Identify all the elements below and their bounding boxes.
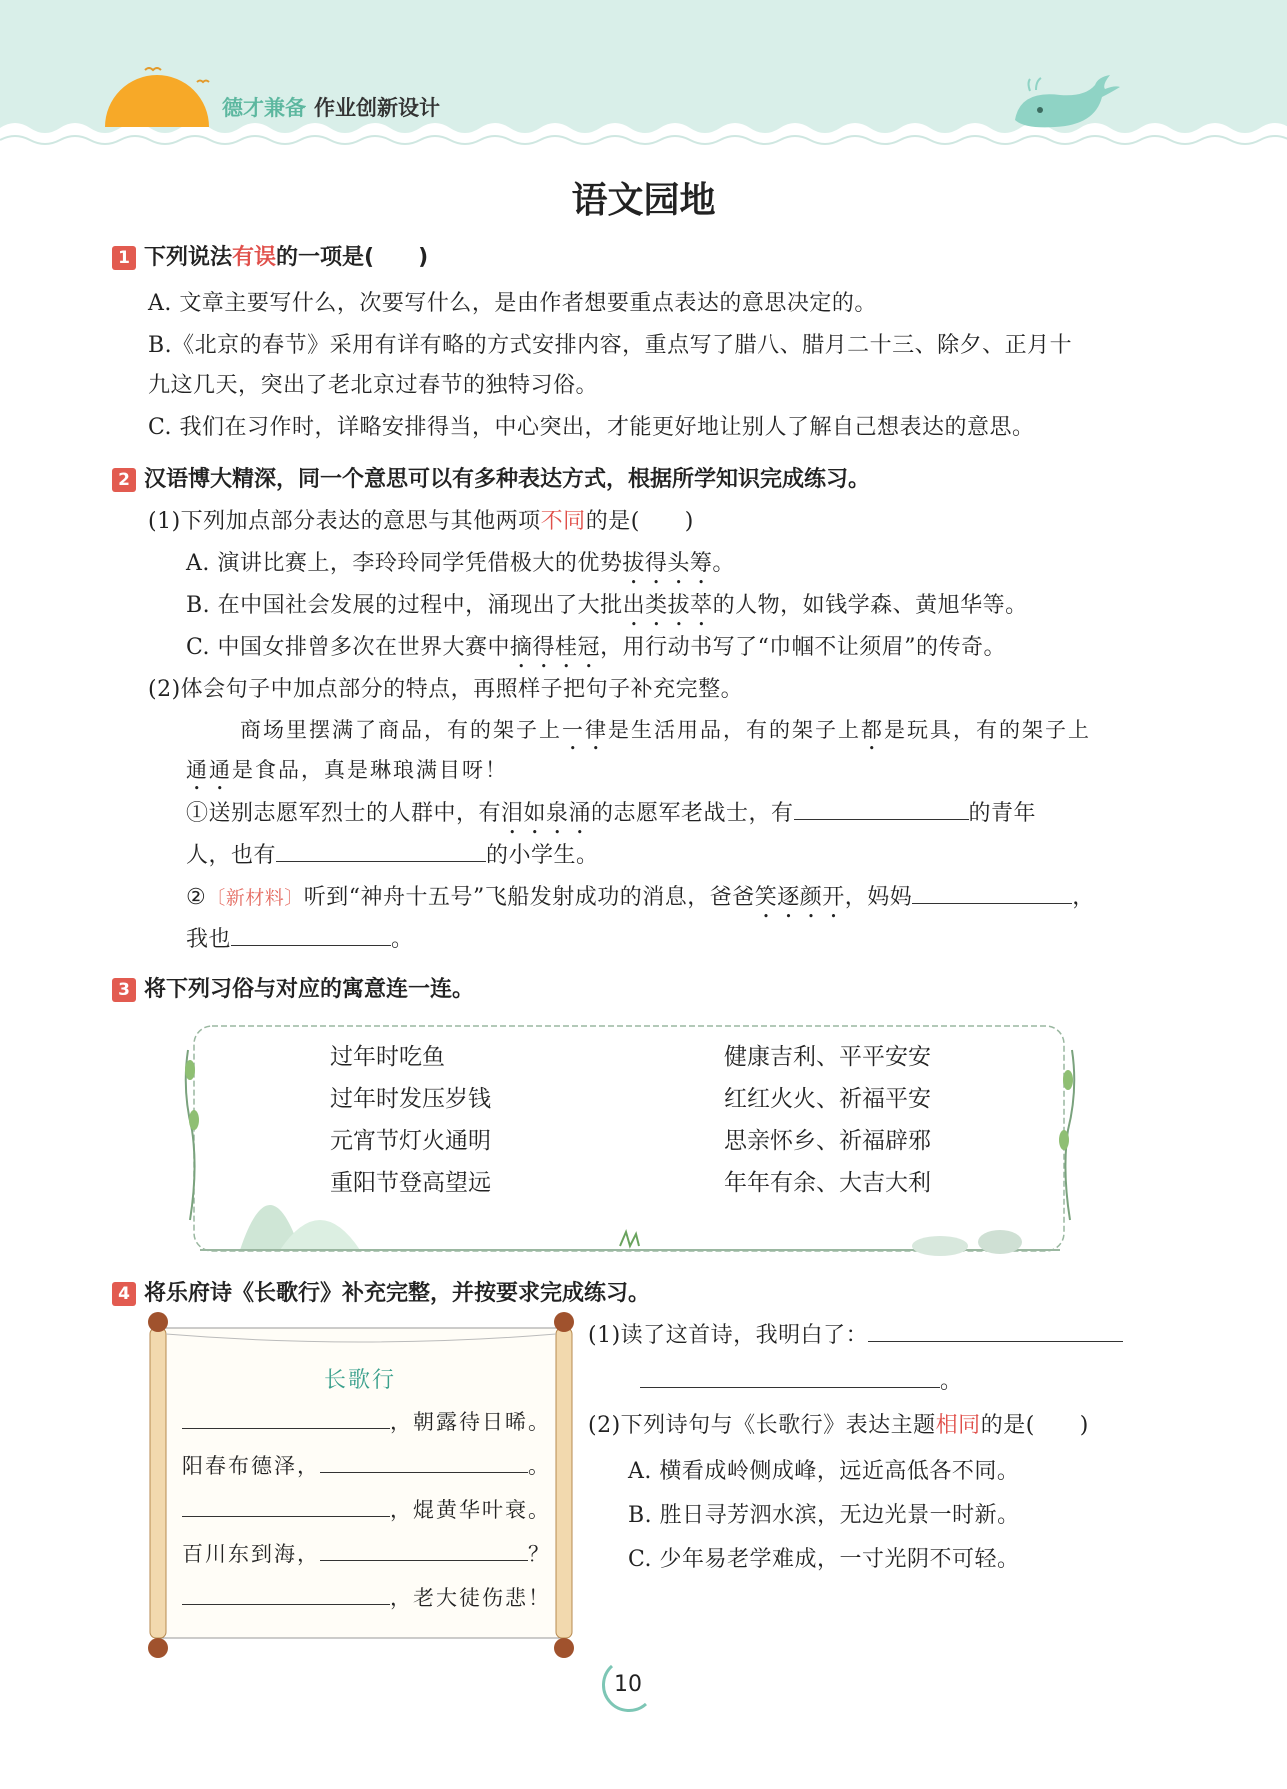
matching-frame <box>180 1010 1080 1260</box>
question-3-stem <box>112 972 474 1003</box>
customs-left-column <box>330 1036 491 1204</box>
q4-option-a: A. 横看成岭侧成峰，远近高低各不同。 <box>628 1459 1020 1484</box>
q4-part1-cont <box>640 1364 963 1395</box>
q2-option-c <box>186 630 1006 673</box>
sentence-text: 的小学生。 <box>486 843 599 868</box>
sentence-text: 的青年 <box>968 801 1037 826</box>
option-text: 。 <box>712 551 735 576</box>
fill-blank[interactable] <box>231 925 391 946</box>
poem-text: 阳春布德泽， <box>182 1454 320 1478</box>
question-1-stem <box>112 240 428 271</box>
poem-text: ？ <box>528 1542 551 1566</box>
fill-blank[interactable] <box>640 1367 940 1388</box>
brand-green: 德才兼备 <box>222 96 306 120</box>
sentence-text: 的志愿军老战士，有 <box>591 801 794 826</box>
q4-stem-text: 将乐府诗《长歌行》补充完整，并按要求完成练习。 <box>144 1281 651 1306</box>
poem-text: ，焜黄华叶衰。 <box>390 1498 551 1522</box>
dotted-phrase: 泪如泉涌 <box>501 801 592 826</box>
q2-sentence1 <box>186 796 1036 839</box>
example-text: 商场里摆满了商品，有的架子上 <box>240 718 562 742</box>
fill-blank[interactable] <box>182 1408 390 1429</box>
q4-p2-text: 的是( ) <box>980 1413 1089 1438</box>
fill-blank[interactable] <box>320 1540 528 1561</box>
question-2-stem <box>112 462 870 493</box>
q2-option-b <box>186 588 1028 631</box>
option-text: B. 在中国社会发展的过程中，涌现出了大批 <box>186 593 623 618</box>
fill-blank[interactable] <box>868 1321 1123 1342</box>
meaning-item[interactable]: 年年有余、大吉大利 <box>724 1170 931 1196</box>
q1-stem-part: 下列说法 <box>144 245 233 270</box>
q2-sentence1-cont <box>186 838 599 869</box>
q2-sentence2 <box>186 880 1095 923</box>
q1-option-b-line1: B.《北京的春节》采用有详有略的方式安排内容，重点写了腊八、腊月二十三、除夕、正月十 <box>148 333 1073 358</box>
example-text: 是玩具，有的架子上 <box>884 718 1091 742</box>
poem-line-4 <box>182 1538 551 1568</box>
fill-blank[interactable] <box>320 1452 528 1473</box>
poem-text: 。 <box>528 1454 551 1478</box>
q2-part1-prompt <box>148 504 694 535</box>
q2-p1-text: (1)下列加点部分表达的意思与其他两项 <box>148 509 541 534</box>
sentence-text: ② <box>186 885 207 910</box>
q4-p1-text: 。 <box>940 1369 963 1394</box>
dotted-phrase: 通通 <box>186 758 232 782</box>
meaning-item[interactable]: 健康吉利、平平安安 <box>724 1044 931 1070</box>
fill-blank[interactable] <box>794 799 969 820</box>
new-material-tag: 〔新材料〕 <box>206 887 304 909</box>
sentence-text: 。 <box>391 927 414 952</box>
fill-blank[interactable] <box>276 841 486 862</box>
poem-text: 百川东到海， <box>182 1542 320 1566</box>
meanings-right-column <box>724 1036 931 1204</box>
q2-part2-prompt: (2)体会句子中加点部分的特点，再照样子把句子补充完整。 <box>148 677 744 702</box>
sentence-text: 听到“神舟十五号”飞船发射成功的消息，爸爸 <box>303 885 755 910</box>
q1-option-c: C. 我们在习作时，详略安排得当，中心突出，才能更好地让别人了解自己想表达的意思。 <box>148 415 1035 440</box>
q4-option-b: B. 胜日寻芳泗水滨，无边光景一时新。 <box>628 1503 1020 1528</box>
sentence-text: ①送别志愿军烈士的人群中，有 <box>186 801 502 826</box>
q2-p1-emphasis: 不同 <box>540 509 586 534</box>
question-number-badge: 1 <box>112 246 136 270</box>
q2-stem-text: 汉语博大精深，同一个意思可以有多种表达方式，根据所学知识完成练习。 <box>144 467 871 492</box>
brand-dark: 作业创新设计 <box>314 96 440 120</box>
q4-p2-emphasis: 相同 <box>935 1413 981 1438</box>
whale-icon <box>1010 75 1120 135</box>
q2-sentence2-cont <box>186 922 414 953</box>
q1-stem-emphasis: 有误 <box>232 245 277 270</box>
poem-line-5 <box>182 1582 551 1612</box>
option-text: 的人物，如钱学森、黄旭华等。 <box>712 593 1028 618</box>
q1-option-b-line2: 九这几天，突出了老北京过春节的独特习俗。 <box>148 373 599 398</box>
meaning-item[interactable]: 红红火火、祈福平安 <box>724 1086 931 1112</box>
q2-example-line1 <box>240 714 1091 755</box>
custom-item[interactable]: 过年时发压岁钱 <box>330 1086 491 1112</box>
question-number-badge: 2 <box>112 468 136 492</box>
dotted-phrase: 一律 <box>562 718 608 742</box>
page-title: 语文园地 <box>571 180 716 221</box>
option-text: C. 中国女排曾多次在世界大赛中 <box>186 635 511 660</box>
poem-text: ，朝露待日晞。 <box>390 1410 551 1434</box>
poem-text: ，老大徒伤悲！ <box>390 1586 551 1610</box>
sentence-text: 我也 <box>186 927 232 952</box>
example-text: 是生活用品，有的架子上 <box>608 718 861 742</box>
dotted-phrase: 都 <box>861 718 884 742</box>
meaning-item[interactable]: 思亲怀乡、祈福辟邪 <box>724 1128 931 1154</box>
page-number: 10 <box>614 1672 642 1697</box>
sentence-text: ， <box>1072 885 1095 910</box>
q2-option-a <box>186 546 735 589</box>
option-text: A. 演讲比赛上，李玲玲同学凭借极大的优势 <box>186 551 623 576</box>
q4-option-c: C. 少年易老学难成，一寸光阴不可轻。 <box>628 1547 1020 1572</box>
poem-title: 长歌行 <box>323 1368 396 1393</box>
fill-blank[interactable] <box>912 883 1072 904</box>
sentence-text: ，妈妈 <box>844 885 913 910</box>
custom-item[interactable]: 重阳节登高望远 <box>330 1170 491 1196</box>
q1-option-a: A. 文章主要写什么，次要写什么，是由作者想要重点表达的意思决定的。 <box>148 291 877 316</box>
poem-line-3 <box>182 1494 551 1524</box>
q4-part2-prompt <box>588 1408 1089 1439</box>
q3-stem-text: 将下列习俗与对应的寓意连一连。 <box>144 977 475 1002</box>
q4-p1-text: (1)读了这首诗，我明白了： <box>588 1323 869 1348</box>
q4-p2-text: (2)下列诗句与《长歌行》表达主题 <box>588 1413 936 1438</box>
example-text: 是食品，真是琳琅满目呀！ <box>232 758 508 782</box>
question-number-badge: 4 <box>112 1282 136 1306</box>
dotted-phrase: 摘得桂冠 <box>510 635 601 660</box>
option-text: ，用行动书写了“巾帼不让须眉”的传奇。 <box>600 635 1007 660</box>
sun-icon <box>105 62 215 132</box>
fill-blank[interactable] <box>182 1496 390 1517</box>
q2-example-line2 <box>186 754 508 795</box>
sentence-text: 人，也有 <box>186 843 277 868</box>
poem-line-1 <box>182 1406 551 1436</box>
q2-p1-text: 的是( ) <box>585 509 694 534</box>
dotted-phrase: 出类拔萃 <box>622 593 713 618</box>
question-number-badge: 3 <box>112 978 136 1002</box>
fill-blank[interactable] <box>182 1584 390 1605</box>
question-4-stem <box>112 1276 650 1307</box>
custom-item[interactable]: 过年时吃鱼 <box>330 1044 445 1070</box>
dotted-phrase: 笑逐颜开 <box>754 885 845 910</box>
dotted-phrase: 拔得头筹 <box>622 551 713 576</box>
q1-stem-part: 的一项是( ) <box>276 245 429 270</box>
brand-title <box>222 92 440 122</box>
q4-part1-prompt <box>588 1318 1123 1349</box>
custom-item[interactable]: 元宵节灯火通明 <box>330 1128 491 1154</box>
poem-line-2 <box>182 1450 551 1480</box>
